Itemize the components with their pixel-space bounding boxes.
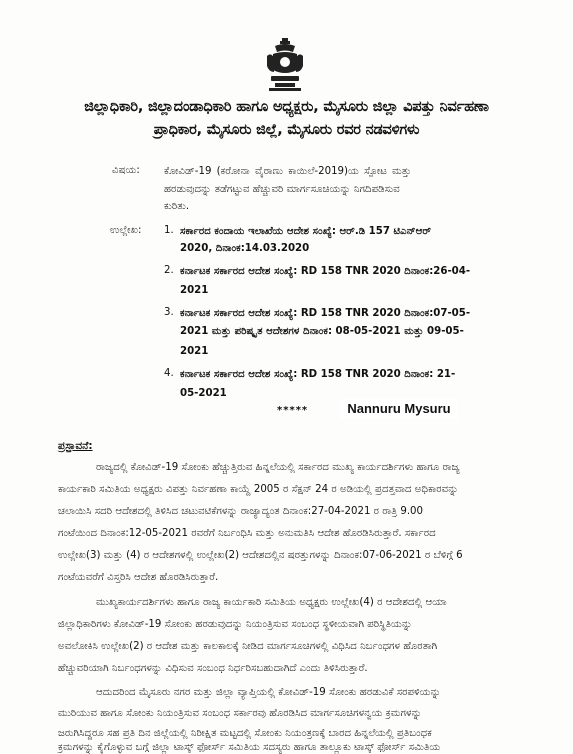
reference-line: 2021 [180, 346, 209, 357]
reference-line: 2021 ಮತ್ತು ಪರಿಷ್ಕೃತ ಆದೇಶಗಳ ದಿನಾಂಕ: 08-05-2021 ಮತ್ತು 09-05- [180, 326, 464, 337]
reference-number: 2. [164, 265, 174, 276]
karnataka-emblem-icon [265, 38, 305, 93]
paragraph-line: ಆದುದರಿಂದ ಮೈಸೂರು ನಗರ ಮತ್ತು ಜಿಲ್ಲಾ ವ್ಯಾಪ್ತಿಯಲ್ಲಿ ಕೋವಿಡ್-19 ಸೋಂಕು ಹರಡುವಿಕೆ ಸರಪಳಿಯನ್ನು [96, 687, 441, 698]
header-title-line1: ಜಿಲ್ಲಾಧಿಕಾರಿ, ಜಿಲ್ಲಾದಂಡಾಧಿಕಾರಿ ಹಾಗೂ ಅಧ್ಯಕ್ಷರು, ಮೈಸೂರು ಜಿಲ್ಲಾ ವಿಪತ್ತು ನಿರ್ವಹಣಾ [84, 99, 489, 115]
subject-line: ಕೋವಿಡ್-19 (ಕರೋನಾ ವೈರಾಣು ಕಾಯಿಲೆ-2019)ಯ ಸ್ಪೋಟ ಮತ್ತು [164, 166, 412, 177]
reference-line: 2020, ದಿನಾಂಕ:14.03.2020 [180, 243, 310, 254]
paragraph-line: ಮುಖ್ಯಕಾರ್ಯದರ್ಶಿಗಳು ಹಾಗೂ ರಾಜ್ಯ ಕಾರ್ಯಕಾರಿ ಸಮಿತಿಯ ಅಧ್ಯಕ್ಷರು ಉಲ್ಲೇಖ(4) ರ ಆದೇಶದಲ್ಲಿ ಆಯಾ [96, 597, 447, 608]
paragraph-line: ಚಲಾಯಿಸಿ ಸದರಿ ಆದೇಶದಲ್ಲಿ ತಿಳಿಸಿದ ಚಟುವಟಿಕೆಗಳನ್ನು ರಾಜ್ಯಾದ್ಯಂತ ದಿನಾಂಕ:27-04-2021 ರ ರಾತ್ರಿ 9.00 [58, 506, 424, 517]
preamble-heading: ಪ್ರಸ್ತಾವನೆ: [58, 440, 93, 452]
subject-line: ಹರಡುವುದನ್ನು ತಡೆಗಟ್ಟುವ ಹೆಚ್ಚುವರಿ ಮಾರ್ಗಸೂಚಿಯನ್ನು ನಿಗದಿಪಡಿಸುವ [164, 184, 400, 195]
paragraph-line: ಜರುಗಿಸಿದ್ದರೂ ಸಹ ಪ್ರತಿ ದಿನ ಜಿಲ್ಲೆಯಲ್ಲಿ ನಿರೀಕ್ಷಿತ ಮಟ್ಟದಲ್ಲಿ ಸೋಂಕು ನಿಯಂತ್ರಣಕ್ಕೆ ಬಾರದ ಹಿನ್ನಲೆಯಲ್ಲಿ ಪ್ರತಿಬಂಧಕ [58, 728, 432, 739]
reference-number: 1. [164, 225, 174, 236]
paragraph-line: ಉಲ್ಲೇಖ(3) ಮತ್ತು (4) ರ ಆದೇಶಗಳಲ್ಲಿ ಉಲ್ಲೇಖ(2) ಆದೇಶದಲ್ಲಿನ ಷರತ್ತುಗಳನ್ನು ದಿನಾಂಕ:07-06-2021 ರ ಬೆಳಿಗ್ಗೆ 6 [58, 550, 463, 561]
header-title-line2: ಪ್ರಾಧಿಕಾರ, ಮೈಸೂರು ಜಿಲ್ಲೆ, ಮೈಸೂರು ರವರ ನಡವಳಿಗಳು [153, 122, 420, 138]
subject-label: ವಿಷಯ: [112, 165, 140, 176]
paragraph-line: ಹೆಚ್ಚುವರಿಯಾಗಿ ನಿರ್ಬಂಧಗಳನ್ನು ವಿಧಿಸುವ ಸಂಬಂಧ ನಿರ್ಧರಿಸಬಹುದಾಗಿದೆ ಎಂದು ತಿಳಿಸಿರುತ್ತಾರೆ. [58, 663, 368, 674]
watermark-label: Nannuru Mysuru [340, 399, 458, 419]
references-label: ಉಲ್ಲೇಖ: [110, 225, 142, 236]
subject-line: ಕುರಿತು. [164, 201, 190, 212]
paragraph-line: ಗಂಟೆಯವರೆಗೆ ವಿಸ್ತರಿಸಿ ಆದೇಶ ಹೊರಡಿಸಿರುತ್ತಾರೆ. [58, 572, 219, 583]
paragraph-line: ಅವಲೋಕಿಸಿ ಉಲ್ಲೇಖ(2) ರ ಆದೇಶ ಮತ್ತು ಕಾಲಕಾಲಕ್ಕೆ ನೀಡಿದ ಮಾರ್ಗಸೂಚಿಗಳಲ್ಲಿ ವಿಧಿಸಿದ ನಿರ್ಬಂಧಗಳ ಹೊರತಾಗಿ [58, 641, 438, 652]
paragraph-line: ಕಾರ್ಯಕಾರಿ ಸಮಿತಿಯ ಅಧ್ಯಕ್ಷರು ವಿಪತ್ತು ನಿರ್ವಹಣಾ ಕಾಯ್ದೆ 2005 ರ ಸೆಕ್ಷನ್ 24 ರ ಅಡಿಯಲ್ಲಿ ಪ್ರದತ್ತವಾದ ಅಧಿಕಾರವನ್ನು [58, 484, 459, 495]
reference-line: 05-2021 [180, 388, 227, 399]
reference-line: ಕರ್ನಾಟಕ ಸರ್ಕಾರದ ಆದೇಶ ಸಂಖ್ಯೆ: RD 158 TNR 2020 ದಿನಾಂಕ:07-05- [180, 308, 471, 319]
paragraph-line: ಕ್ರಮಗಳನ್ನು ಕೈಗೊಳ್ಳುವ ಬಗ್ಗೆ ಜಿಲ್ಲಾ ಟಾಸ್ಕ್ ಫೋರ್ಸ್ ಸಮಿತಿಯ ಸದಸ್ಯರು ಹಾಗೂ ತಾಲ್ಲೂಕು ಟಾಸ್ಕ್ ಫೋರ್ಸ್ ಸಮಿತಿಯ [58, 742, 441, 753]
reference-number: 4. [164, 368, 174, 379]
paragraph-line: ಗಂಟೆಯಿಂದ ದಿನಾಂಕ:12-05-2021 ರವರೆಗೆ ನಿರ್ಬಂಧಿಸಿ ಮತ್ತು ಅನುಮತಿಸಿ ಆದೇಶ ಹೊರಡಿಸಿರುತ್ತಾರೆ. ಸರ್ಕಾರದ [58, 528, 436, 539]
reference-line: ಸರ್ಕಾರದ ಕಂದಾಯ ಇಲಾಖೆಯ ಆದೇಶ ಸಂಖ್ಯೆ: ಆರ್.ಡಿ 157 ಟಿಎನ್ಆರ್ [180, 226, 432, 237]
paragraph-line: ಮುರಿಯುವ ಹಾಗೂ ಸೋಂಕು ನಿಯಂತ್ರಿಸುವ ಸಂಬಂಧ ಸರ್ಕಾರವು ಹೊರಡಿಸಿದ ಮಾರ್ಗಸೂಚಿಗಳನ್ವಯ ಕ್ರಮಗಳನ್ನು [58, 708, 422, 719]
paragraph-line: ರಾಜ್ಯದಲ್ಲಿ ಕೋವಿಡ್-19 ಸೋಂಕು ಹೆಚ್ಚುತ್ತಿರುವ ಹಿನ್ನಲೆಯಲ್ಲಿ ಸರ್ಕಾರದ ಮುಖ್ಯ ಕಾರ್ಯದರ್ಶಿಗಳು ಹಾಗೂ ರಾಜ್ಯ [96, 462, 460, 473]
separator-stars: ***** [277, 405, 309, 416]
reference-line: 2021 [180, 285, 209, 296]
paragraph-line: ಜಿಲ್ಲಾಧಿಕಾರಿಗಳು ಕೋವಿಡ್-19 ಸೋಂಕು ಹರಡುವುದನ್ನು ನಿಯಂತ್ರಿಸುವ ಸಂಬಂಧ ಸ್ಥಳೀಯವಾಗಿ ಪರಿಸ್ಥಿತಿಯನ್ನು [58, 619, 413, 630]
reference-number: 3. [164, 307, 174, 318]
reference-line: ಕರ್ನಾಟಕ ಸರ್ಕಾರದ ಆದೇಶ ಸಂಖ್ಯೆ: RD 158 TNR 2020 ದಿನಾಂಕ: 21- [180, 369, 456, 380]
reference-line: ಕರ್ನಾಟಕ ಸರ್ಕಾರದ ಆದೇಶ ಸಂಖ್ಯೆ: RD 158 TNR 2020 ದಿನಾಂಕ:26-04- [180, 266, 471, 277]
